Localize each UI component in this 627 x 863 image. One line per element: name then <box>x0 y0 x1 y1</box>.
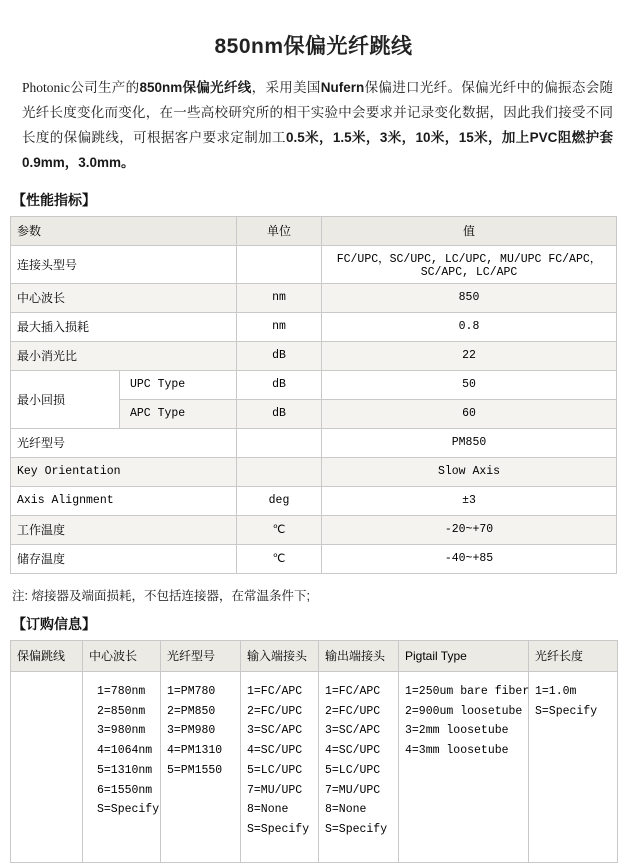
order-option: 1=PM780 <box>167 684 216 698</box>
spec-value: 50 <box>322 370 617 399</box>
spec-value: FC/UPC，SC/UPC, LC/UPC, MU/UPC FC/APC，SC/APC, LC/APC <box>322 245 617 283</box>
order-option: 1=1.0m <box>535 684 577 698</box>
spec-value: 22 <box>322 341 617 370</box>
order-option: 5=LC/UPC <box>325 763 381 777</box>
spec-value: ±3 <box>322 486 617 515</box>
intro-text-3: 保偏进口光纤。保偏光纤中的偏振态会随光纤长度变化而变化，在一些高校研究所的相干实验中会要求并记录变化数据，因此我们接受不同长度的保偏跳线，可根据客户要求定制加工 <box>22 80 614 145</box>
intro-brand: Photonic <box>22 80 71 95</box>
spec-unit <box>237 245 322 283</box>
order-col-3 <box>241 671 319 862</box>
table-row <box>11 428 617 457</box>
table-row <box>11 457 617 486</box>
order-option: 1=250um bare fiber <box>405 684 530 698</box>
order-col-5 <box>399 671 529 862</box>
spec-param: 连接头型号 <box>11 245 237 283</box>
spec-unit: ℃ <box>237 544 322 573</box>
intro-lengths: 0.5米，1.5米，3米，10米，15米，加上PVC阻燃护套0.9mm，3.0mm。 <box>22 129 613 170</box>
spec-param: Key Orientation <box>11 457 237 486</box>
spec-unit: nm <box>237 312 322 341</box>
spec-param: 中心波长 <box>11 283 237 312</box>
spec-section-title: 【性能指标】 <box>12 191 96 208</box>
spec-value: PM850 <box>322 428 617 457</box>
order-header-5: Pigtail Type <box>399 640 529 671</box>
spec-param: 储存温度 <box>11 544 237 573</box>
order-option: 3=980nm <box>97 724 146 738</box>
table-row <box>11 245 617 283</box>
order-col-6 <box>529 671 618 862</box>
spec-unit: deg <box>237 486 322 515</box>
intro-paragraph <box>10 76 617 176</box>
spec-value: 60 <box>322 399 617 428</box>
order-option: 5=PM1550 <box>167 763 223 777</box>
order-option: 1=FC/APC <box>325 684 381 698</box>
table-row <box>11 671 618 862</box>
spec-subparam: UPC Type <box>120 370 237 399</box>
order-option: 2=PM850 <box>167 704 216 718</box>
spec-value: -20~+70 <box>322 515 617 544</box>
order-option: 7=MU/UPC <box>247 783 303 797</box>
order-option: 4=1064nm <box>97 744 153 758</box>
spec-value: 850 <box>322 283 617 312</box>
order-option: 3=PM980 <box>167 724 216 738</box>
order-col-0 <box>11 671 83 862</box>
order-header-4: 输出端接头 <box>319 640 399 671</box>
spec-param: 光纤型号 <box>11 428 237 457</box>
order-option: 3=2mm loosetube <box>405 724 509 738</box>
order-option: 2=850nm <box>97 704 146 718</box>
order-option: 5=LC/UPC <box>247 763 303 777</box>
order-option: 6=1550nm <box>97 783 153 797</box>
spec-value: -40~+85 <box>322 544 617 573</box>
table-row <box>11 312 617 341</box>
order-table <box>10 640 618 863</box>
order-option: 4=SC/UPC <box>247 744 303 758</box>
intro-text-2: ，采用美国 <box>251 80 321 95</box>
order-option: 4=3mm loosetube <box>405 744 509 758</box>
spec-header-value: 值 <box>322 216 617 245</box>
order-option: 2=900um loosetube <box>405 704 523 718</box>
order-option: S=Specify <box>247 823 310 837</box>
footnote: 注: 熔接器及端面损耗，不包括连接器，在常温条件下; <box>12 588 310 603</box>
order-header-0: 保偏跳线 <box>11 640 83 671</box>
spec-param: 最小回损 <box>11 370 120 428</box>
order-option: S=Specify <box>325 823 388 837</box>
intro-product: 850nm保偏光纤线 <box>139 80 252 95</box>
order-option: 1=FC/APC <box>247 684 303 698</box>
order-option: S=Specify <box>535 704 598 718</box>
order-col-4 <box>319 671 399 862</box>
spec-param: Axis Alignment <box>11 486 237 515</box>
order-header-1: 中心波长 <box>83 640 161 671</box>
order-option: S=Specify <box>97 803 160 817</box>
spec-param: 工作温度 <box>11 515 237 544</box>
order-option: 8=None <box>247 803 289 817</box>
table-row <box>11 486 617 515</box>
order-header-2: 光纤型号 <box>161 640 241 671</box>
order-option: 3=SC/APC <box>325 724 381 738</box>
spec-header-param: 参数 <box>11 216 237 245</box>
order-col-2 <box>161 671 241 862</box>
page-title: 850nm保偏光纤跳线 <box>214 35 413 58</box>
spec-unit: nm <box>237 283 322 312</box>
order-section-title: 【订购信息】 <box>12 615 96 632</box>
spec-value: 0.8 <box>322 312 617 341</box>
intro-fiber-brand: Nufern <box>320 80 365 95</box>
spec-table <box>10 216 617 574</box>
spec-header-unit: 单位 <box>237 216 322 245</box>
spec-unit <box>237 428 322 457</box>
table-row <box>11 370 617 399</box>
order-header-6: 光纤长度 <box>529 640 618 671</box>
spec-unit <box>237 457 322 486</box>
order-option: 1=780nm <box>97 684 146 698</box>
table-header-row <box>11 640 618 671</box>
table-row <box>11 515 617 544</box>
spec-unit: dB <box>237 399 322 428</box>
order-option: 2=FC/UPC <box>325 704 381 718</box>
table-row <box>11 283 617 312</box>
spec-unit: dB <box>237 341 322 370</box>
order-option: 4=SC/UPC <box>325 744 381 758</box>
order-option: 4=PM1310 <box>167 744 223 758</box>
order-option: 5=1310nm <box>97 763 153 777</box>
table-row <box>11 341 617 370</box>
table-header-row <box>11 216 617 245</box>
table-row <box>11 544 617 573</box>
spec-unit: ℃ <box>237 515 322 544</box>
spec-subparam: APC Type <box>120 399 237 428</box>
order-option: 7=MU/UPC <box>325 783 381 797</box>
order-col-1 <box>83 671 161 862</box>
spec-param: 最小消光比 <box>11 341 237 370</box>
order-option: 2=FC/UPC <box>247 704 303 718</box>
order-option: 8=None <box>325 803 367 817</box>
spec-unit: dB <box>237 370 322 399</box>
spec-value: Slow Axis <box>322 457 617 486</box>
document-page <box>0 30 627 837</box>
spec-param: 最大插入损耗 <box>11 312 237 341</box>
intro-text-1: 公司生产的 <box>70 80 140 95</box>
order-option: 3=SC/APC <box>247 724 303 738</box>
order-header-3: 输入端接头 <box>241 640 319 671</box>
